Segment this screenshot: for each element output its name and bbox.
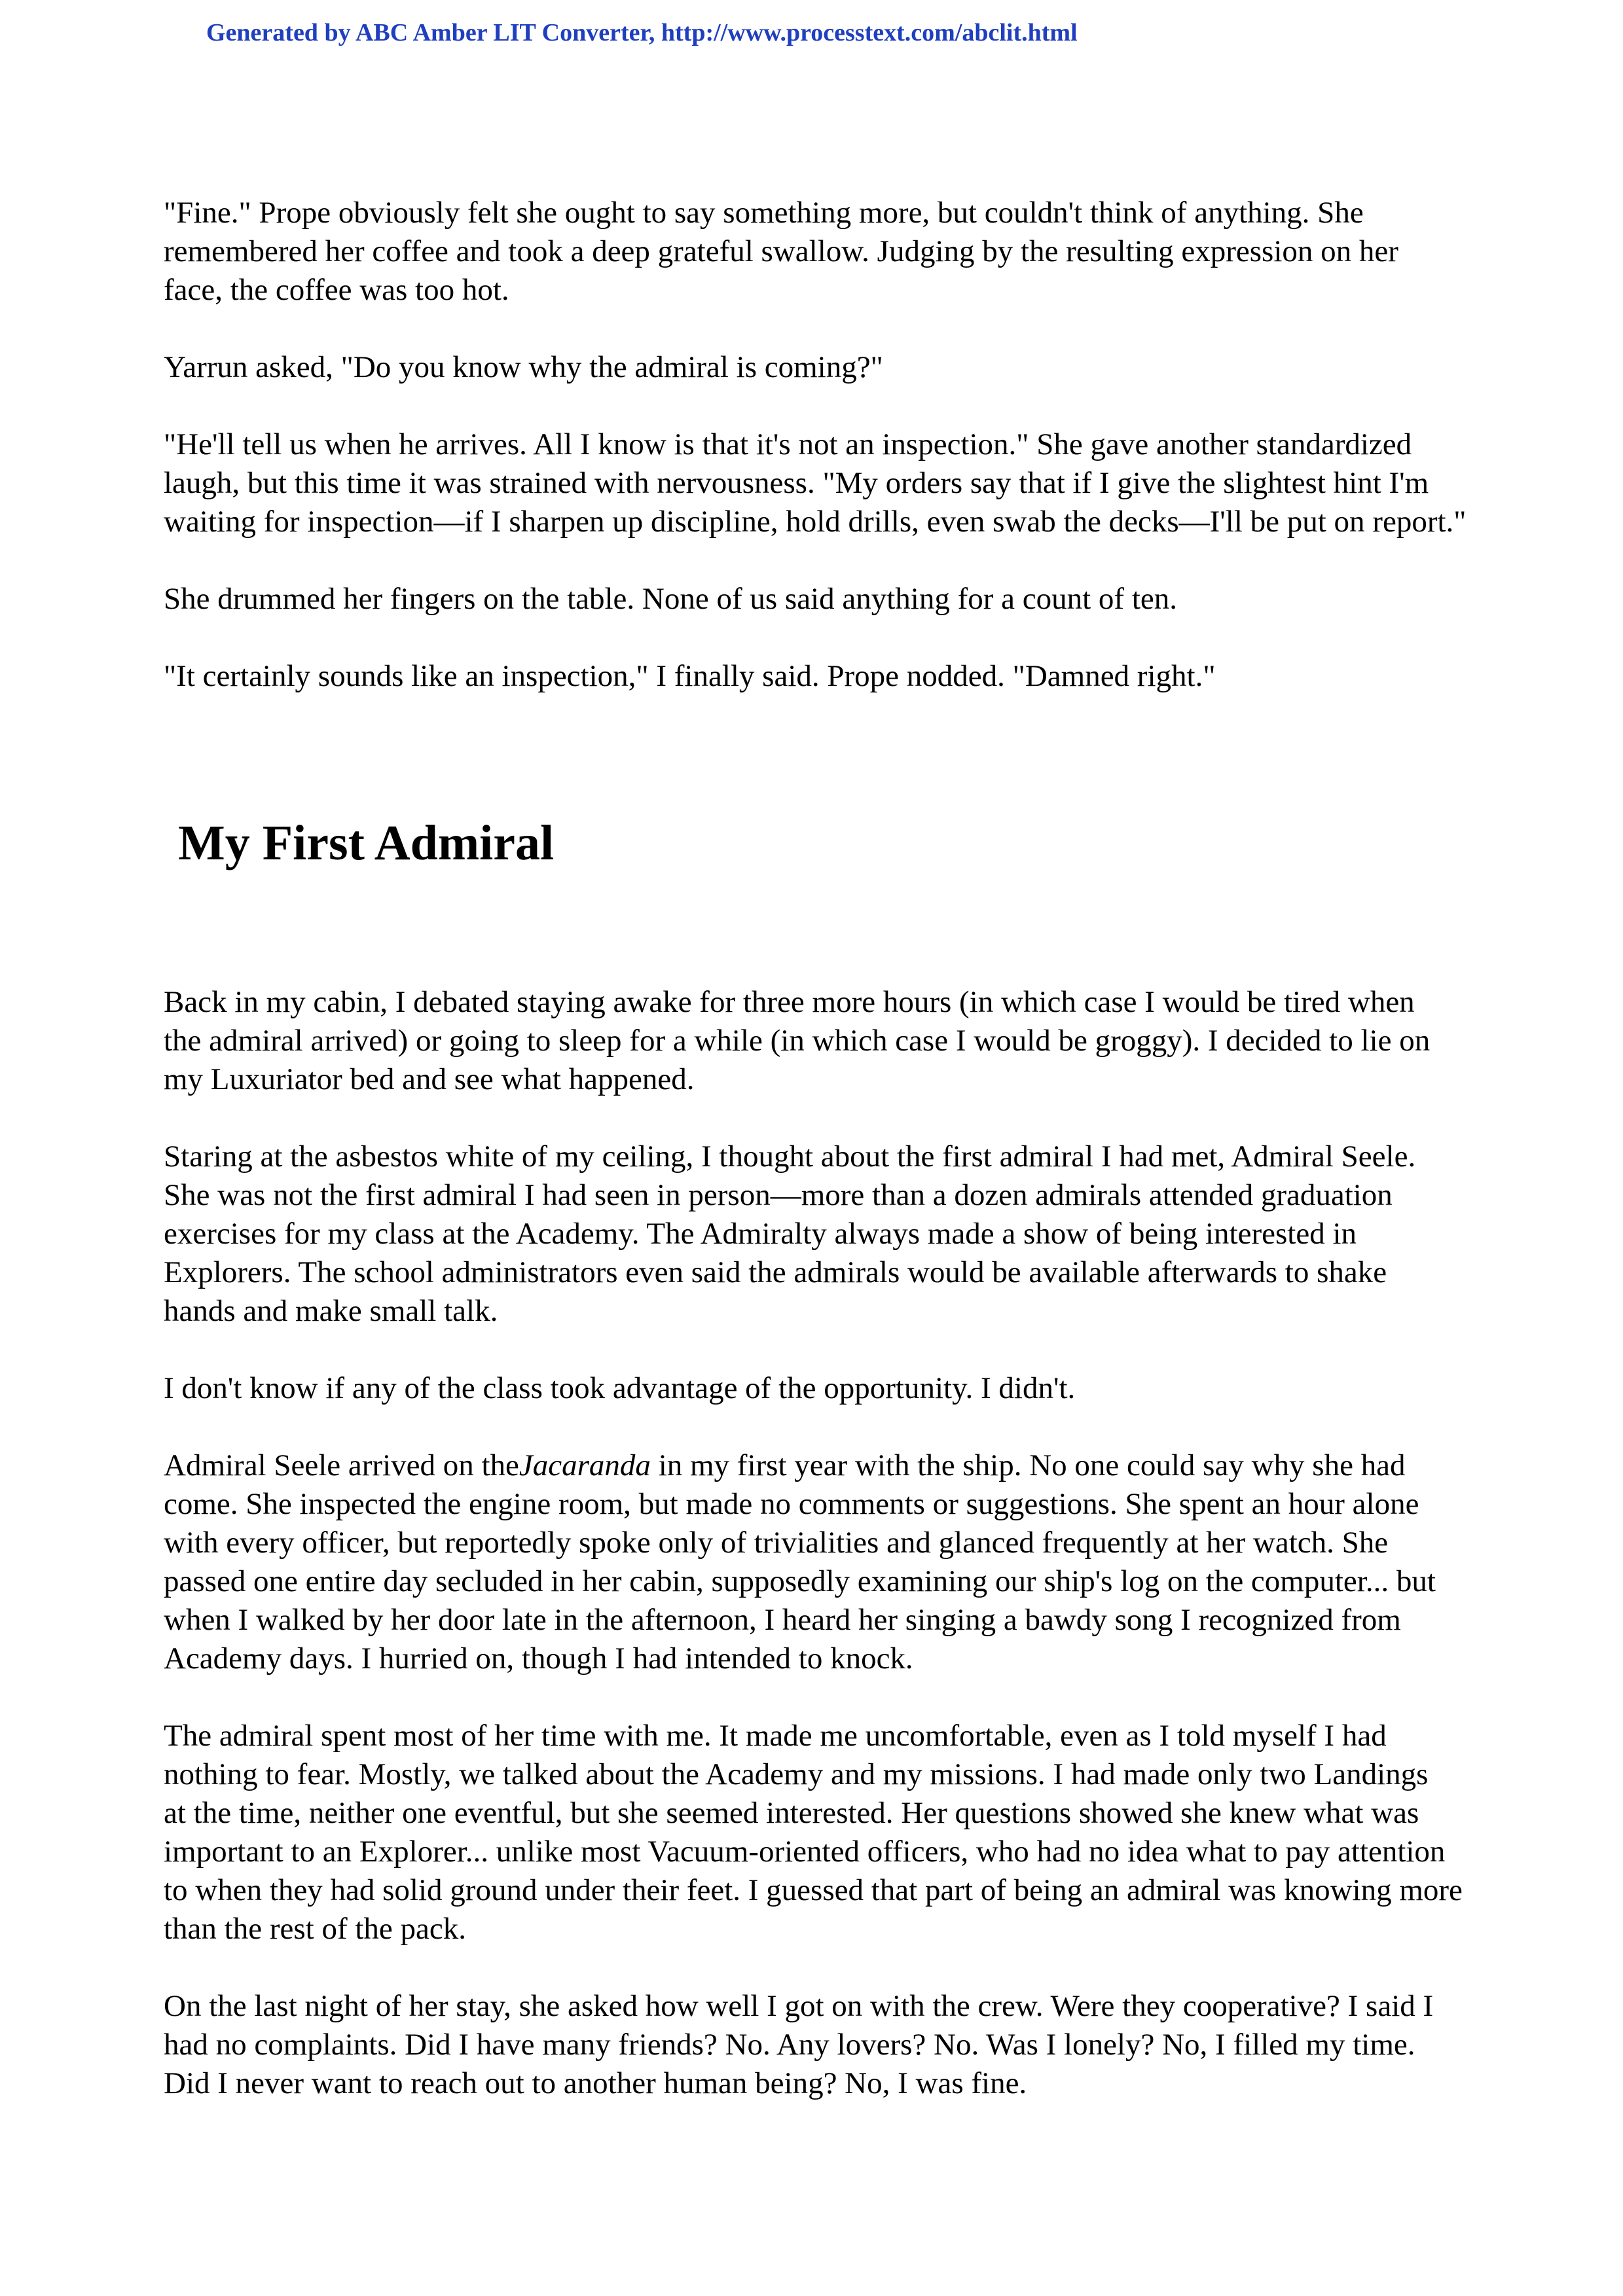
ship-name: Jacaranda (519, 1448, 651, 1482)
paragraph: Yarrun asked, "Do you know why the admiral is coming?" (164, 350, 883, 384)
paragraph: She drummed her fingers on the table. None of us said anything for a count of ten. (164, 582, 1177, 616)
paragraph: Back in my cabin, I debated staying awake for three more hours (in which case I would be tired when the admiral arrived) or going to sleep for a while (in which case I would be groggy). I decided to lie on my Luxuriator bed and see what happened. (164, 985, 1431, 1096)
text-block-top (164, 194, 1480, 696)
paragraph: Staring at the asbestos white of my ceiling, I thought about the first admiral I had met, Admiral Seele. She was not the first admiral I had seen in person—more than a dozen admirals attended graduation exercises for my class at the Academy. The Admiralty always made a show of being interested in Explorers. The school administrators even said the admirals would be available afterwards to shake hands and make small talk. (164, 1139, 1416, 1328)
paragraph: "It certainly sounds like an inspection," I finally said. Prope nodded. "Damned right." (164, 659, 1216, 693)
text-block-chapter (164, 983, 1480, 2103)
paragraph-text: Admiral Seele arrived on the (164, 1448, 519, 1482)
paragraph (164, 1446, 1480, 1678)
paragraph-text: in my first year with the ship. No one could say why she had come. She inspected the engine room, but made no comments or suggestions. She spent an hour alone with every officer, but reportedly spoke only of trivialities and glanced frequently at her watch. She passed one entire day secluded in her cabin, supposedly examining our ship's log on the computer... but when I walked by her door late in the afternoon, I heard her singing a bawdy song I recognized from Academy days. I hurried on, though I had intended to knock. (164, 1448, 1436, 1676)
paragraph: I don't know if any of the class took advantage of the opportunity. I didn't. (164, 1371, 1076, 1405)
paragraph: "He'll tell us when he arrives. All I know is that it's not an inspection." She gave another standardized laugh, but this time it was strained with nervousness. "My orders say that if I give the slightest hint I'm waiting for inspection—if I sharpen up discipline, hold drills, even swab the decks—I'll be put on report." (164, 427, 1467, 539)
paragraph: The admiral spent most of her time with me. It made me uncomfortable, even as I told myself I had nothing to fear. Mostly, we talked about the Academy and my missions. I had made only two Landings at the time, neither one eventful, but she seemed interested. Her questions showed she knew what was important to an Explorer... unlike most Vacuum-oriented officers, who had no idea what to pay attention to when they had solid ground under their feet. I guessed that part of being an admiral was knowing more than the rest of the pack. (164, 1719, 1463, 1946)
converter-header: Generated by ABC Amber LIT Converter, http://www.processtext.com/abclit.html (206, 19, 1078, 46)
chapter-title: My First Admiral (178, 816, 555, 870)
paragraph: "Fine." Prope obviously felt she ought to say something more, but couldn't think of anything. She remembered her coffee and took a deep grateful swallow. Judging by the resulting expression on her face, the coffee was too hot. (164, 196, 1398, 307)
paragraph: On the last night of her stay, she asked how well I got on with the crew. Were they cooperative? I said I had no complaints. Did I have many friends? No. Any lovers? No. Was I lonely? No, I filled my time. Did I never want to reach out to another human being? No, I was fine. (164, 1989, 1434, 2100)
